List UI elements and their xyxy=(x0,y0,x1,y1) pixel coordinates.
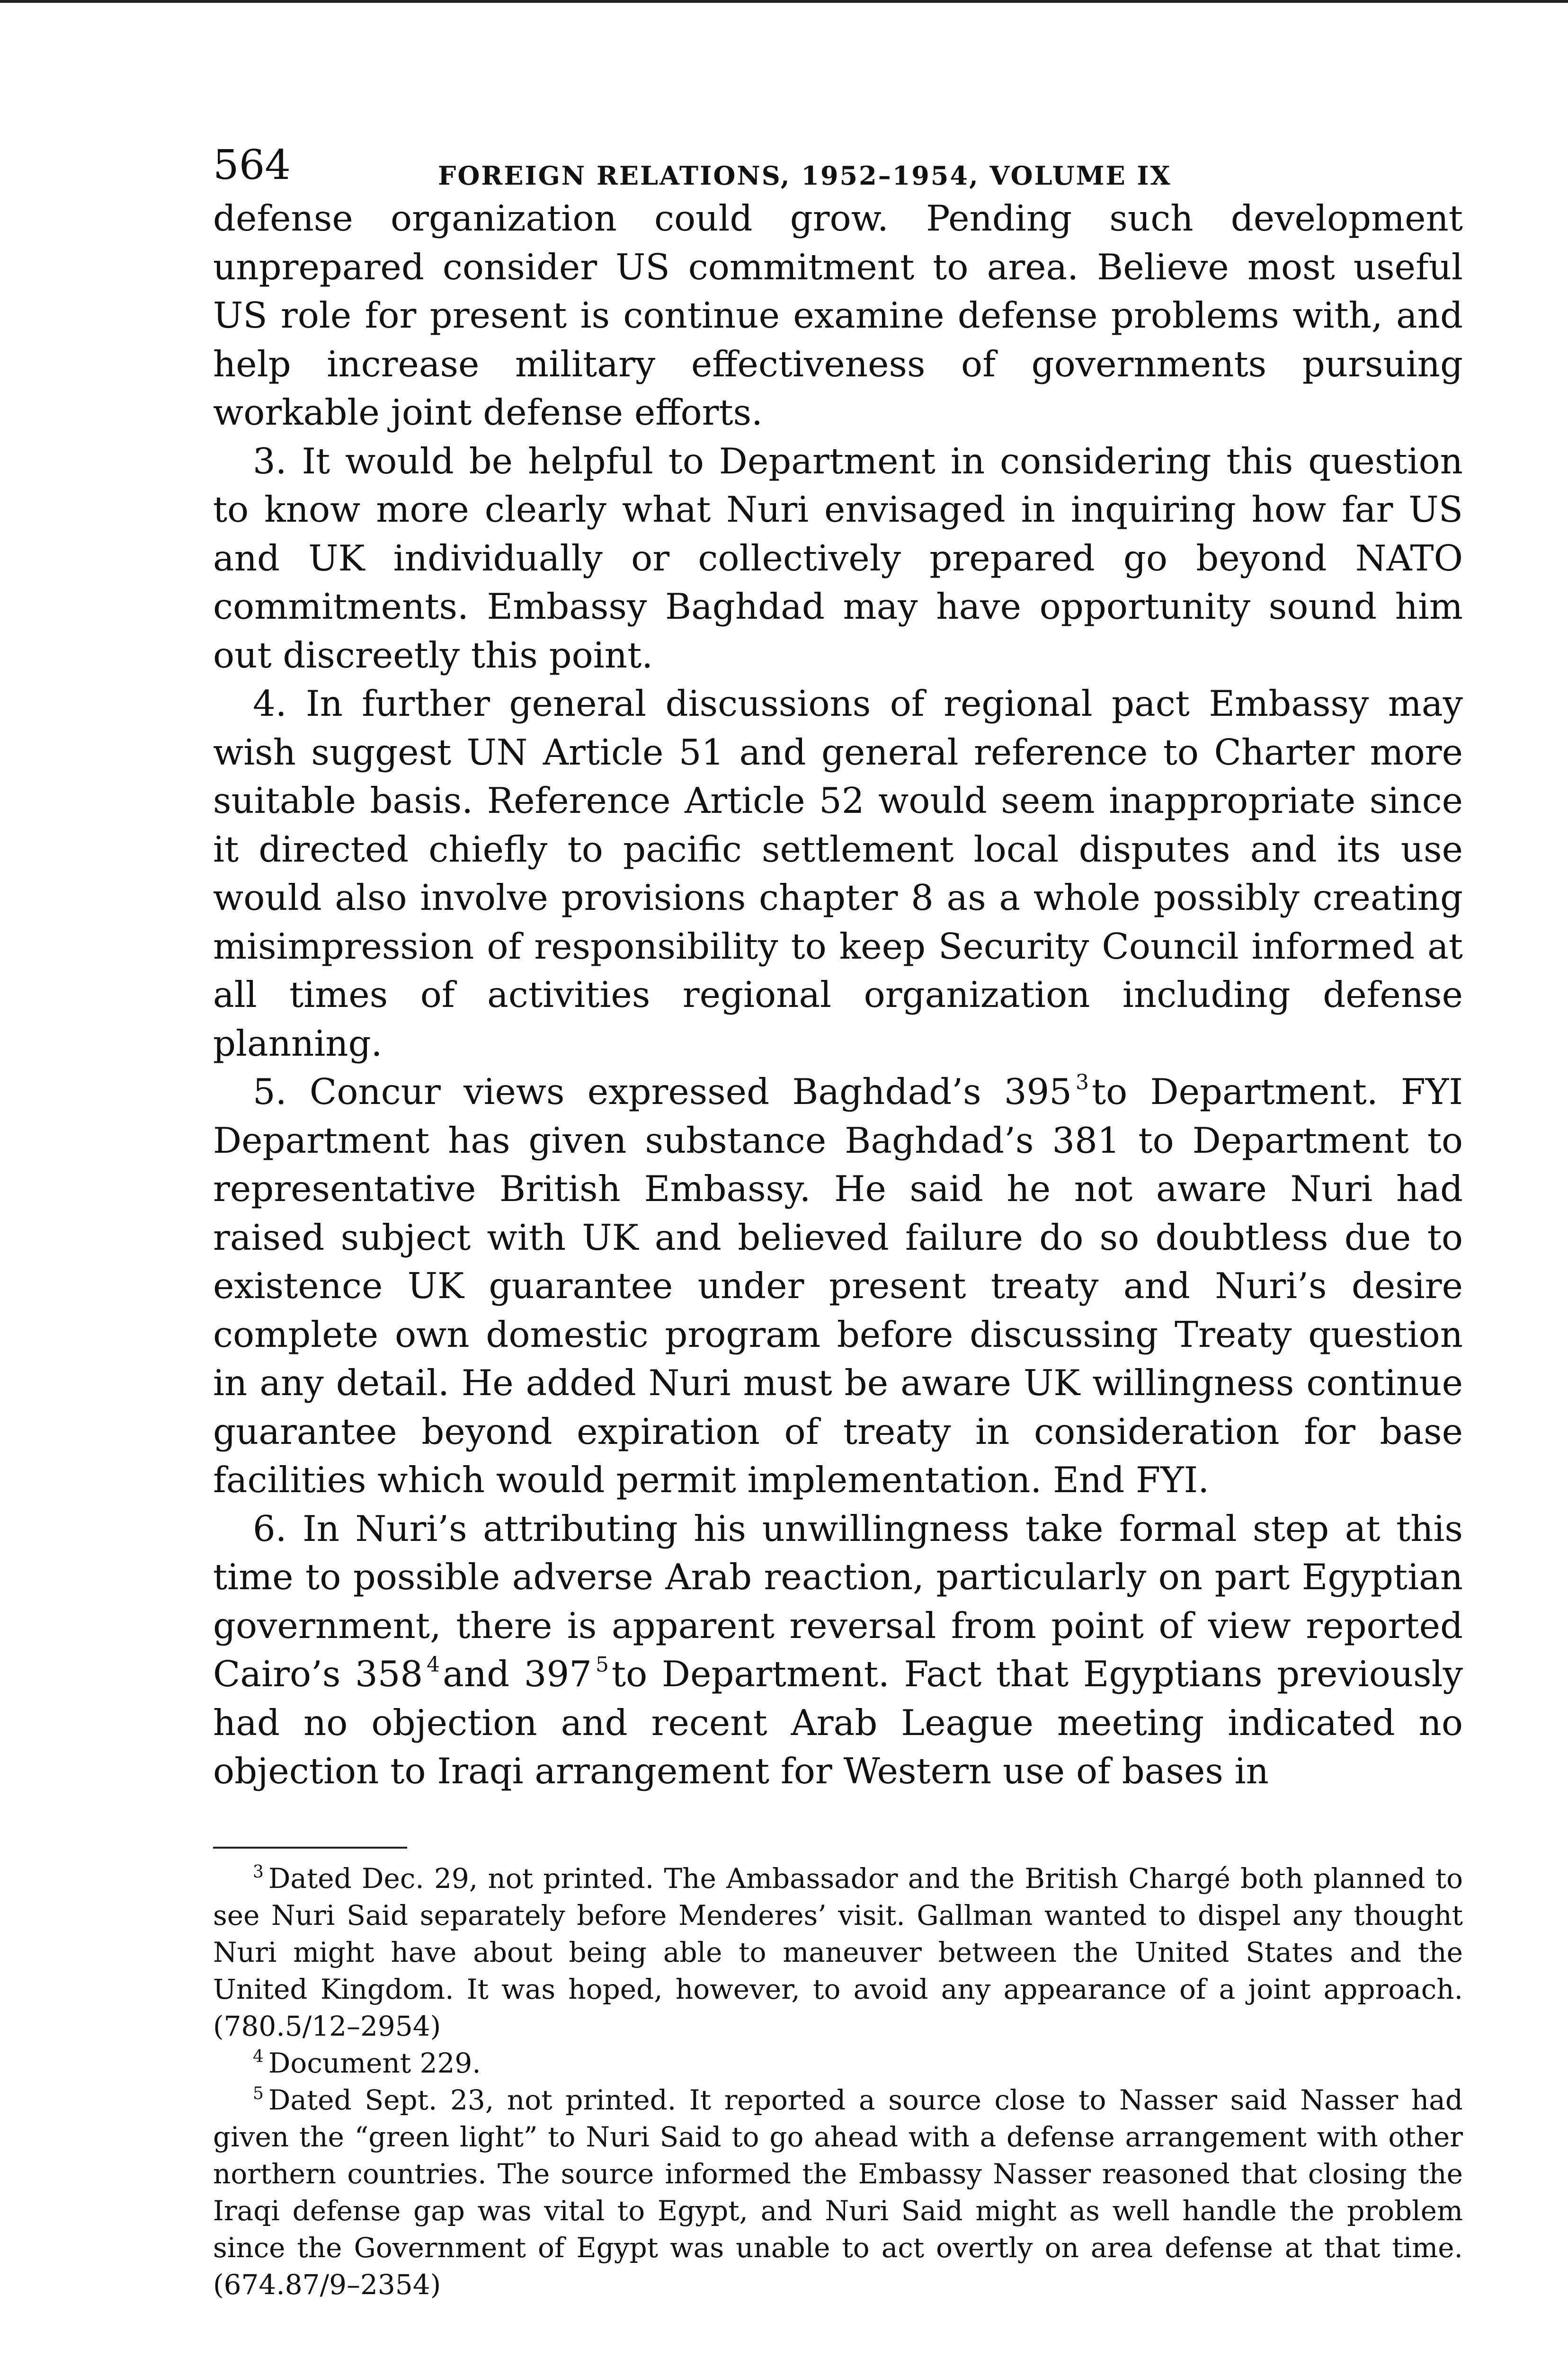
footnote xyxy=(213,2082,1463,2303)
footnote-ref-4: 4 xyxy=(427,1653,440,1677)
footnote-ref-3: 3 xyxy=(1075,1070,1089,1095)
footnote-marker: 5 xyxy=(253,2083,264,2103)
running-title: FOREIGN RELATIONS, 1952–1954, VOLUME IX xyxy=(438,160,1172,191)
footnote-separator xyxy=(213,1847,407,1849)
footnotes xyxy=(213,1860,1463,2303)
paragraph-3: 3. It would be helpful to Department in considering this question to know more clearly what Nuri envisaged in inquiring how far US and UK individually or collectively prepared go beyond NATO commitments. Embassy Baghdad may have opportunity sound him out discreetly this point. xyxy=(213,440,1463,676)
page-number: 564 xyxy=(213,142,291,189)
footnote-marker: 4 xyxy=(253,2047,264,2066)
footnote-text: Dated Dec. 29, not printed. The Ambassador and the British Chargé both planned to see Nuri Said separately before Menderes’ visit. Gallman wanted to dispel any thought Nuri might have about being able to maneuver between the United States and the United Kingdom. It was hoped, however, to avoid any appearance of a joint approach. (780.5/12–2954) xyxy=(213,1862,1463,2042)
top-edge-rule xyxy=(0,0,1568,3)
paragraph-5-text-a: 5. Concur views expressed Baghdad’s 395 xyxy=(253,1071,1072,1112)
footnote-text: Dated Sept. 23, not printed. It reported a source close to Nasser said Nasser had given the “green light” to Nuri Said to go ahead with a defense arrangement with other northern countries. The source informed the Embassy Nasser reasoned that closing the Iraqi defense gap was vital to Egypt, and Nuri Said might as well handle the problem since the Government of Egypt was unable to act overtly on area defense at that time. (674.87/9–2354) xyxy=(213,2083,1463,2301)
paragraph-6-text-c: to Department. Fact that Egyptians previously had no objection and recent Arab League meeting indicated no objection to Iraqi arrangement for Western use of bases in xyxy=(213,1653,1463,1792)
footnote-text: Document 229. xyxy=(268,2047,481,2079)
continuation-paragraph: defense organization could grow. Pending such development unprepared consider US commitment to area. Believe most useful US role for present is continue examine defense problems with, and help increase military effectiveness of governments pursuing workable joint defense efforts. xyxy=(213,197,1463,433)
footnote xyxy=(213,2045,1463,2082)
footnote-marker: 3 xyxy=(253,1862,264,1882)
footnote-ref-5: 5 xyxy=(595,1653,609,1677)
paragraph-5-text-b: to Department. FYI Department has given substance Baghdad’s 381 to Department to representative British Embassy. He said he not aware Nuri had raised subject with UK and believed failure do so doubtless due to existence UK guarantee under present treaty and Nuri’s desire complete own domestic program before discussing Treaty question in any detail. He added Nuri must be aware UK willingness continue guarantee beyond expiration of treaty in consideration for base facilities which would permit implementation. End FYI. xyxy=(213,1071,1463,1501)
footnote xyxy=(213,1860,1463,2045)
body-text xyxy=(213,194,1463,1796)
document-page xyxy=(213,142,1463,2303)
paragraph-5 xyxy=(213,1068,1463,1504)
paragraph-6 xyxy=(213,1504,1463,1796)
paragraph-6-text-a: 6. In Nuri’s attributing his unwillingness take formal step at this time to possible adverse Arab reaction, particularly on part Egyptian government, there is apparent reversal from point of view reported Cairo’s 358 xyxy=(213,1507,1463,1695)
paragraph-4: 4. In further general discussions of regional pact Embassy may wish suggest UN Article 51 and general reference to Charter more suitable basis. Reference Article 52 would seem inappropriate since it directed chiefly to pacific settlement local disputes and its use would also involve provisions chapter 8 as a whole possibly creating misimpression of responsibility to keep Security Council informed at all times of activities regional organization including defense planning. xyxy=(213,683,1463,1064)
running-head xyxy=(213,142,1463,194)
paragraph-6-text-b: and 397 xyxy=(443,1653,592,1695)
